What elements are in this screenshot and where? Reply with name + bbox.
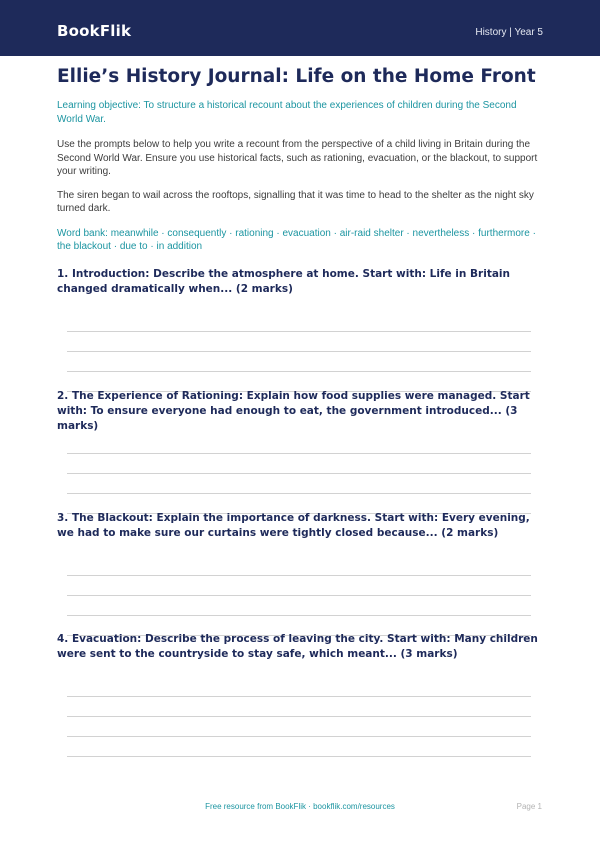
word-bank: Word bank: meanwhile · consequently · rationing · evacuation · air-raid shelter · nevertheless · furthermore · the blackout · due to · in addition: [57, 227, 536, 252]
question-prompt: 2. The Experience of Rationing: Explain how food supplies were managed. Start with: To ensure everyone had enough to eat, the government introduced... (3 marks): [57, 390, 530, 432]
instructions-text: Use the prompts below to help you write a recount from the perspective of a child living in Britain during the Second World War. Ensure you use historical facts, such as rationing, evacuation, or the blackout, to support your writing.: [57, 139, 538, 177]
subject-label: History | Year 5: [475, 27, 543, 38]
scene-text: The siren began to wail across the rooftops, signalling that it was time to head to the shelter as the night sky turned dark.: [57, 189, 534, 214]
answer-line[interactable]: [67, 696, 531, 697]
question-prompt: 1. Introduction: Describe the atmosphere at home. Start with: Life in Britain changed dramatically when... (2 marks): [57, 268, 510, 295]
question-4: [57, 632, 543, 662]
question-prompt: 4. Evacuation: Describe the process of leaving the city. Start with: Many children were sent to the countryside to stay safe, which meant... (3 marks): [57, 633, 538, 660]
brand-logo: BookFlik: [57, 22, 132, 40]
question-2: [57, 389, 543, 434]
learning-objective: Learning objective: To structure a historical recount about the experiences of children during the Second World War.: [57, 100, 517, 125]
question-1: [57, 267, 543, 297]
footer-link[interactable]: Free resource from BookFlik · bookflik.com/resources: [205, 802, 395, 811]
answer-line[interactable]: [67, 575, 531, 576]
page-number: Page 1: [516, 802, 542, 811]
worksheet-intro: [57, 66, 543, 254]
answer-line[interactable]: [67, 371, 531, 372]
answer-line[interactable]: [67, 615, 531, 616]
answer-line[interactable]: [67, 473, 531, 474]
answer-line[interactable]: [67, 453, 531, 454]
page-title: Ellie’s History Journal: Life on the Home Front: [57, 66, 536, 87]
answer-line[interactable]: [67, 756, 531, 757]
answer-line[interactable]: [67, 351, 531, 352]
header-bar: [0, 0, 600, 56]
answer-line[interactable]: [67, 595, 531, 596]
answer-line[interactable]: [67, 331, 531, 332]
answer-line[interactable]: [67, 736, 531, 737]
answer-line[interactable]: [67, 716, 531, 717]
question-prompt: 3. The Blackout: Explain the importance of darkness. Start with: Every evening, we had to make sure our curtains were tightly closed because... (2 marks): [57, 512, 530, 539]
answer-line[interactable]: [67, 493, 531, 494]
question-3: [57, 511, 543, 541]
